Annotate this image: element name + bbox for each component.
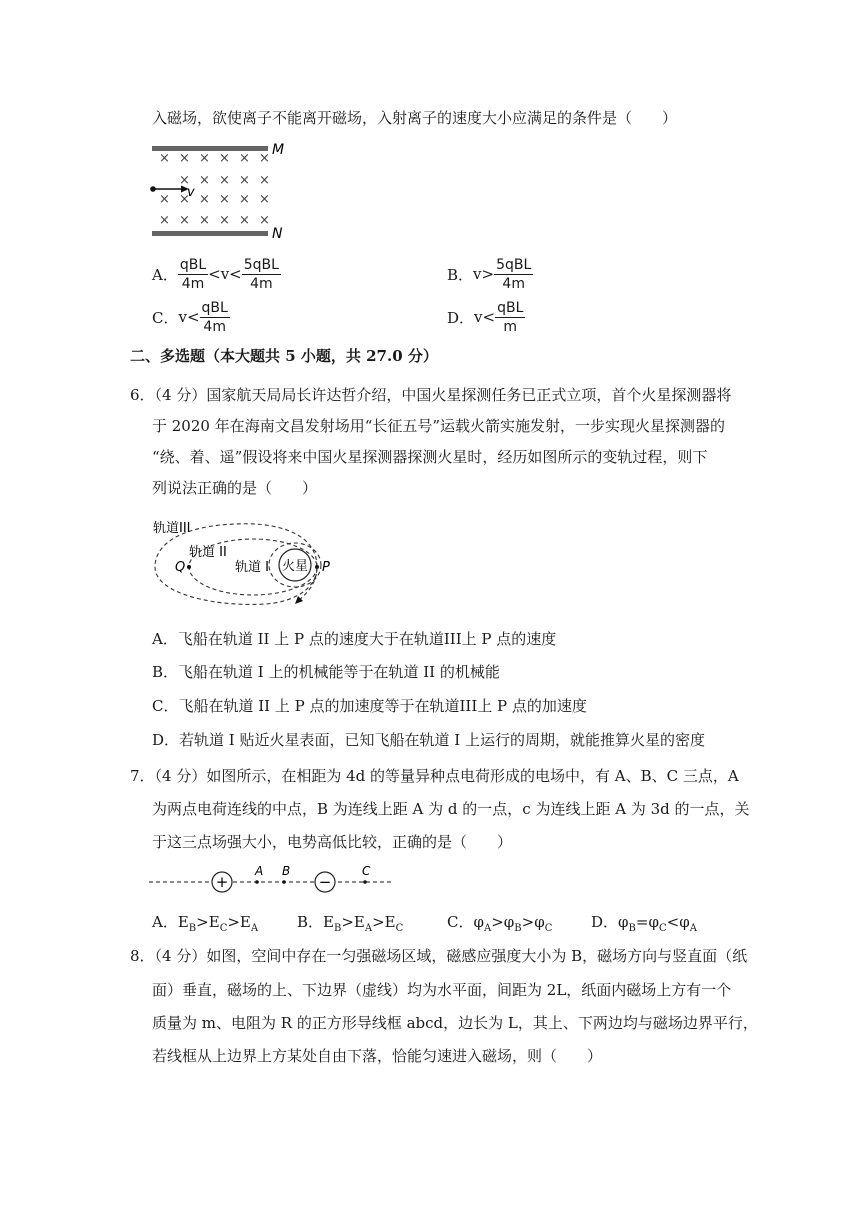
- q8-line-1: 8．（4 分）如图，空间中存在一匀强磁场区域，磁感应强度大小为 B，磁场方向与竖直面（纸: [130, 947, 748, 965]
- option-letter: D．: [447, 308, 475, 327]
- frac-num: qBL: [179, 256, 207, 273]
- label-orbit-3: 轨道III: [153, 521, 191, 536]
- q7-option-a[interactable]: A．$E_B>E_C>E_A$: [152, 913, 259, 934]
- label-minus: −: [318, 873, 332, 891]
- q5-option-c[interactable]: [152, 297, 230, 337]
- field-cross: ×: [159, 151, 170, 166]
- field-cross: ×: [179, 173, 190, 188]
- label-v: v: [187, 185, 195, 200]
- field-cross: ×: [219, 192, 230, 207]
- q5-option-b[interactable]: [447, 254, 533, 294]
- label-plus: +: [215, 873, 229, 891]
- plate-n: [152, 231, 268, 236]
- label-m: M: [272, 142, 285, 158]
- q6-option-a[interactable]: A．飞船在轨道 II 上 P 点的速度大于在轨道III上 P 点的速度: [152, 630, 557, 648]
- fraction: [494, 256, 533, 293]
- q6-line-1: 6．（4 分）国家航天局局长许达哲介绍，中国火星探测任务已正式立项，首个火星探测器将: [130, 386, 732, 404]
- fraction: [495, 299, 525, 336]
- fraction: [242, 256, 281, 293]
- fraction: [200, 299, 230, 336]
- frac-den: 4m: [203, 318, 226, 335]
- label-orbit-2: 轨道 II: [189, 545, 227, 560]
- label-b: B: [282, 864, 291, 878]
- q7-line-1: 7．（4 分）如图所示，在相距为 4d 的等量异种点电荷形成的电场中，有 A、B、C 三点，A: [130, 767, 739, 785]
- field-cross: ×: [239, 192, 250, 207]
- field-cross: ×: [239, 213, 250, 228]
- q7-option-b[interactable]: B．$E_B>E_A>E_C$: [297, 913, 404, 934]
- q7-option-d[interactable]: D．$\varphi_B=\varphi_C<\varphi_A$: [591, 913, 697, 934]
- field-cross: ×: [159, 213, 170, 228]
- inequality: v<: [178, 308, 200, 326]
- frac-num: qBL: [201, 299, 228, 316]
- field-cross: ×: [219, 151, 230, 166]
- label-orbit-1: 轨道 I: [235, 560, 269, 575]
- inequality: v<: [474, 308, 496, 326]
- section-heading: 二、多选题（本大题共 5 小题，共 27.0 分）: [130, 347, 438, 365]
- q7-line-2: 为两点电荷连线的中点，B 为连线上距 A 为 d 的一点，c 为连线上距 A 为 3d 的一点，关: [152, 800, 750, 818]
- q8-line-2: 面）垂直，磁场的上、下边界（虚线）均为水平面，间距为 2L，纸面内磁场上方有一个: [152, 981, 732, 999]
- q8-line-3: 质量为 m、电阻为 R 的正方形导线框 abcd，边长为 L，其上、下两边均与磁场边界平行，: [152, 1014, 758, 1032]
- q6-line-4: 列说法正确的是（ ）: [152, 479, 318, 497]
- frac-num: 5qBL: [243, 256, 279, 273]
- label-c: C: [362, 864, 371, 878]
- label-n: N: [272, 226, 283, 240]
- q6-option-b[interactable]: B．飞船在轨道 I 上的机械能等于在轨道 II 的机械能: [152, 663, 500, 681]
- field-cross: ×: [159, 192, 170, 207]
- fraction: [178, 256, 208, 293]
- point-q: [187, 565, 191, 569]
- field-cross: ×: [219, 173, 230, 188]
- field-cross: ×: [179, 213, 190, 228]
- field-cross: ×: [179, 192, 190, 207]
- field-cross: ×: [199, 173, 210, 188]
- field-cross: ×: [179, 151, 190, 166]
- field-cross: ×: [239, 151, 250, 166]
- field-cross: ×: [259, 173, 270, 188]
- q6-line-3: “绕、着、遥”假设将来中国火星探测器探测火星时，经历如图所示的变轨过程，则下: [152, 448, 708, 466]
- point-c: [363, 880, 367, 884]
- frac-den: 4m: [181, 275, 205, 292]
- q7-line-3: 于这三点场强大小，电势高低比较，正确的是（ ）: [152, 833, 513, 851]
- field-cross: ×: [239, 173, 250, 188]
- point-b: [282, 880, 286, 884]
- field-cross: ×: [259, 192, 270, 207]
- q7-charge-figure: [145, 858, 395, 898]
- q7-option-c[interactable]: C．$\varphi_A>\varphi_B>\varphi_C$: [447, 913, 553, 934]
- option-letter: C．: [152, 308, 179, 327]
- q6-orbit-figure: [145, 512, 345, 614]
- label-q: Q: [175, 560, 186, 575]
- label-mars: 火星: [281, 559, 309, 574]
- label-p: P: [322, 560, 330, 575]
- q6-option-c[interactable]: C．飞船在轨道 II 上 P 点的加速度等于在轨道III上 P 点的加速度: [152, 697, 587, 715]
- frac-num: qBL: [497, 299, 524, 316]
- frac-den: 4m: [502, 275, 525, 292]
- inequality: v>: [473, 265, 495, 283]
- q6-line-2: 于 2020 年在海南文昌发射场用“长征五号”运载火箭实施发射，一步实现火星探测器的: [152, 417, 726, 435]
- frac-num: 5qBL: [496, 256, 532, 273]
- q5-option-a[interactable]: [152, 254, 281, 294]
- q5-stem-tail: 入磁场，欲使离子不能离开磁场，入射离子的速度大小应满足的条件是（ ）: [152, 109, 678, 127]
- field-cross: ×: [259, 151, 270, 166]
- field-cross: ×: [199, 151, 210, 166]
- frac-den: 4m: [250, 275, 273, 292]
- q6-option-d[interactable]: D．若轨道 I 贴近火星表面，已知飞船在轨道 I 上运行的周期，就能推算火星的密度: [152, 731, 705, 749]
- field-cross: ×: [199, 192, 210, 207]
- label-a: A: [255, 864, 264, 878]
- option-letter: A．: [152, 265, 178, 284]
- field-cross: ×: [259, 213, 270, 228]
- q5-option-d[interactable]: [447, 297, 525, 337]
- frac-den: m: [503, 318, 518, 335]
- option-letter: B．: [447, 265, 474, 284]
- inequality: <v<: [208, 265, 242, 283]
- field-cross: ×: [219, 213, 230, 228]
- field-cross: ×: [199, 213, 210, 228]
- q5-magnetic-field-figure: [145, 140, 295, 240]
- q8-line-4: 若线框从上边界上方某处自由下落，恰能匀速进入磁场，则（ ）: [152, 1047, 603, 1065]
- point-a: [255, 880, 259, 884]
